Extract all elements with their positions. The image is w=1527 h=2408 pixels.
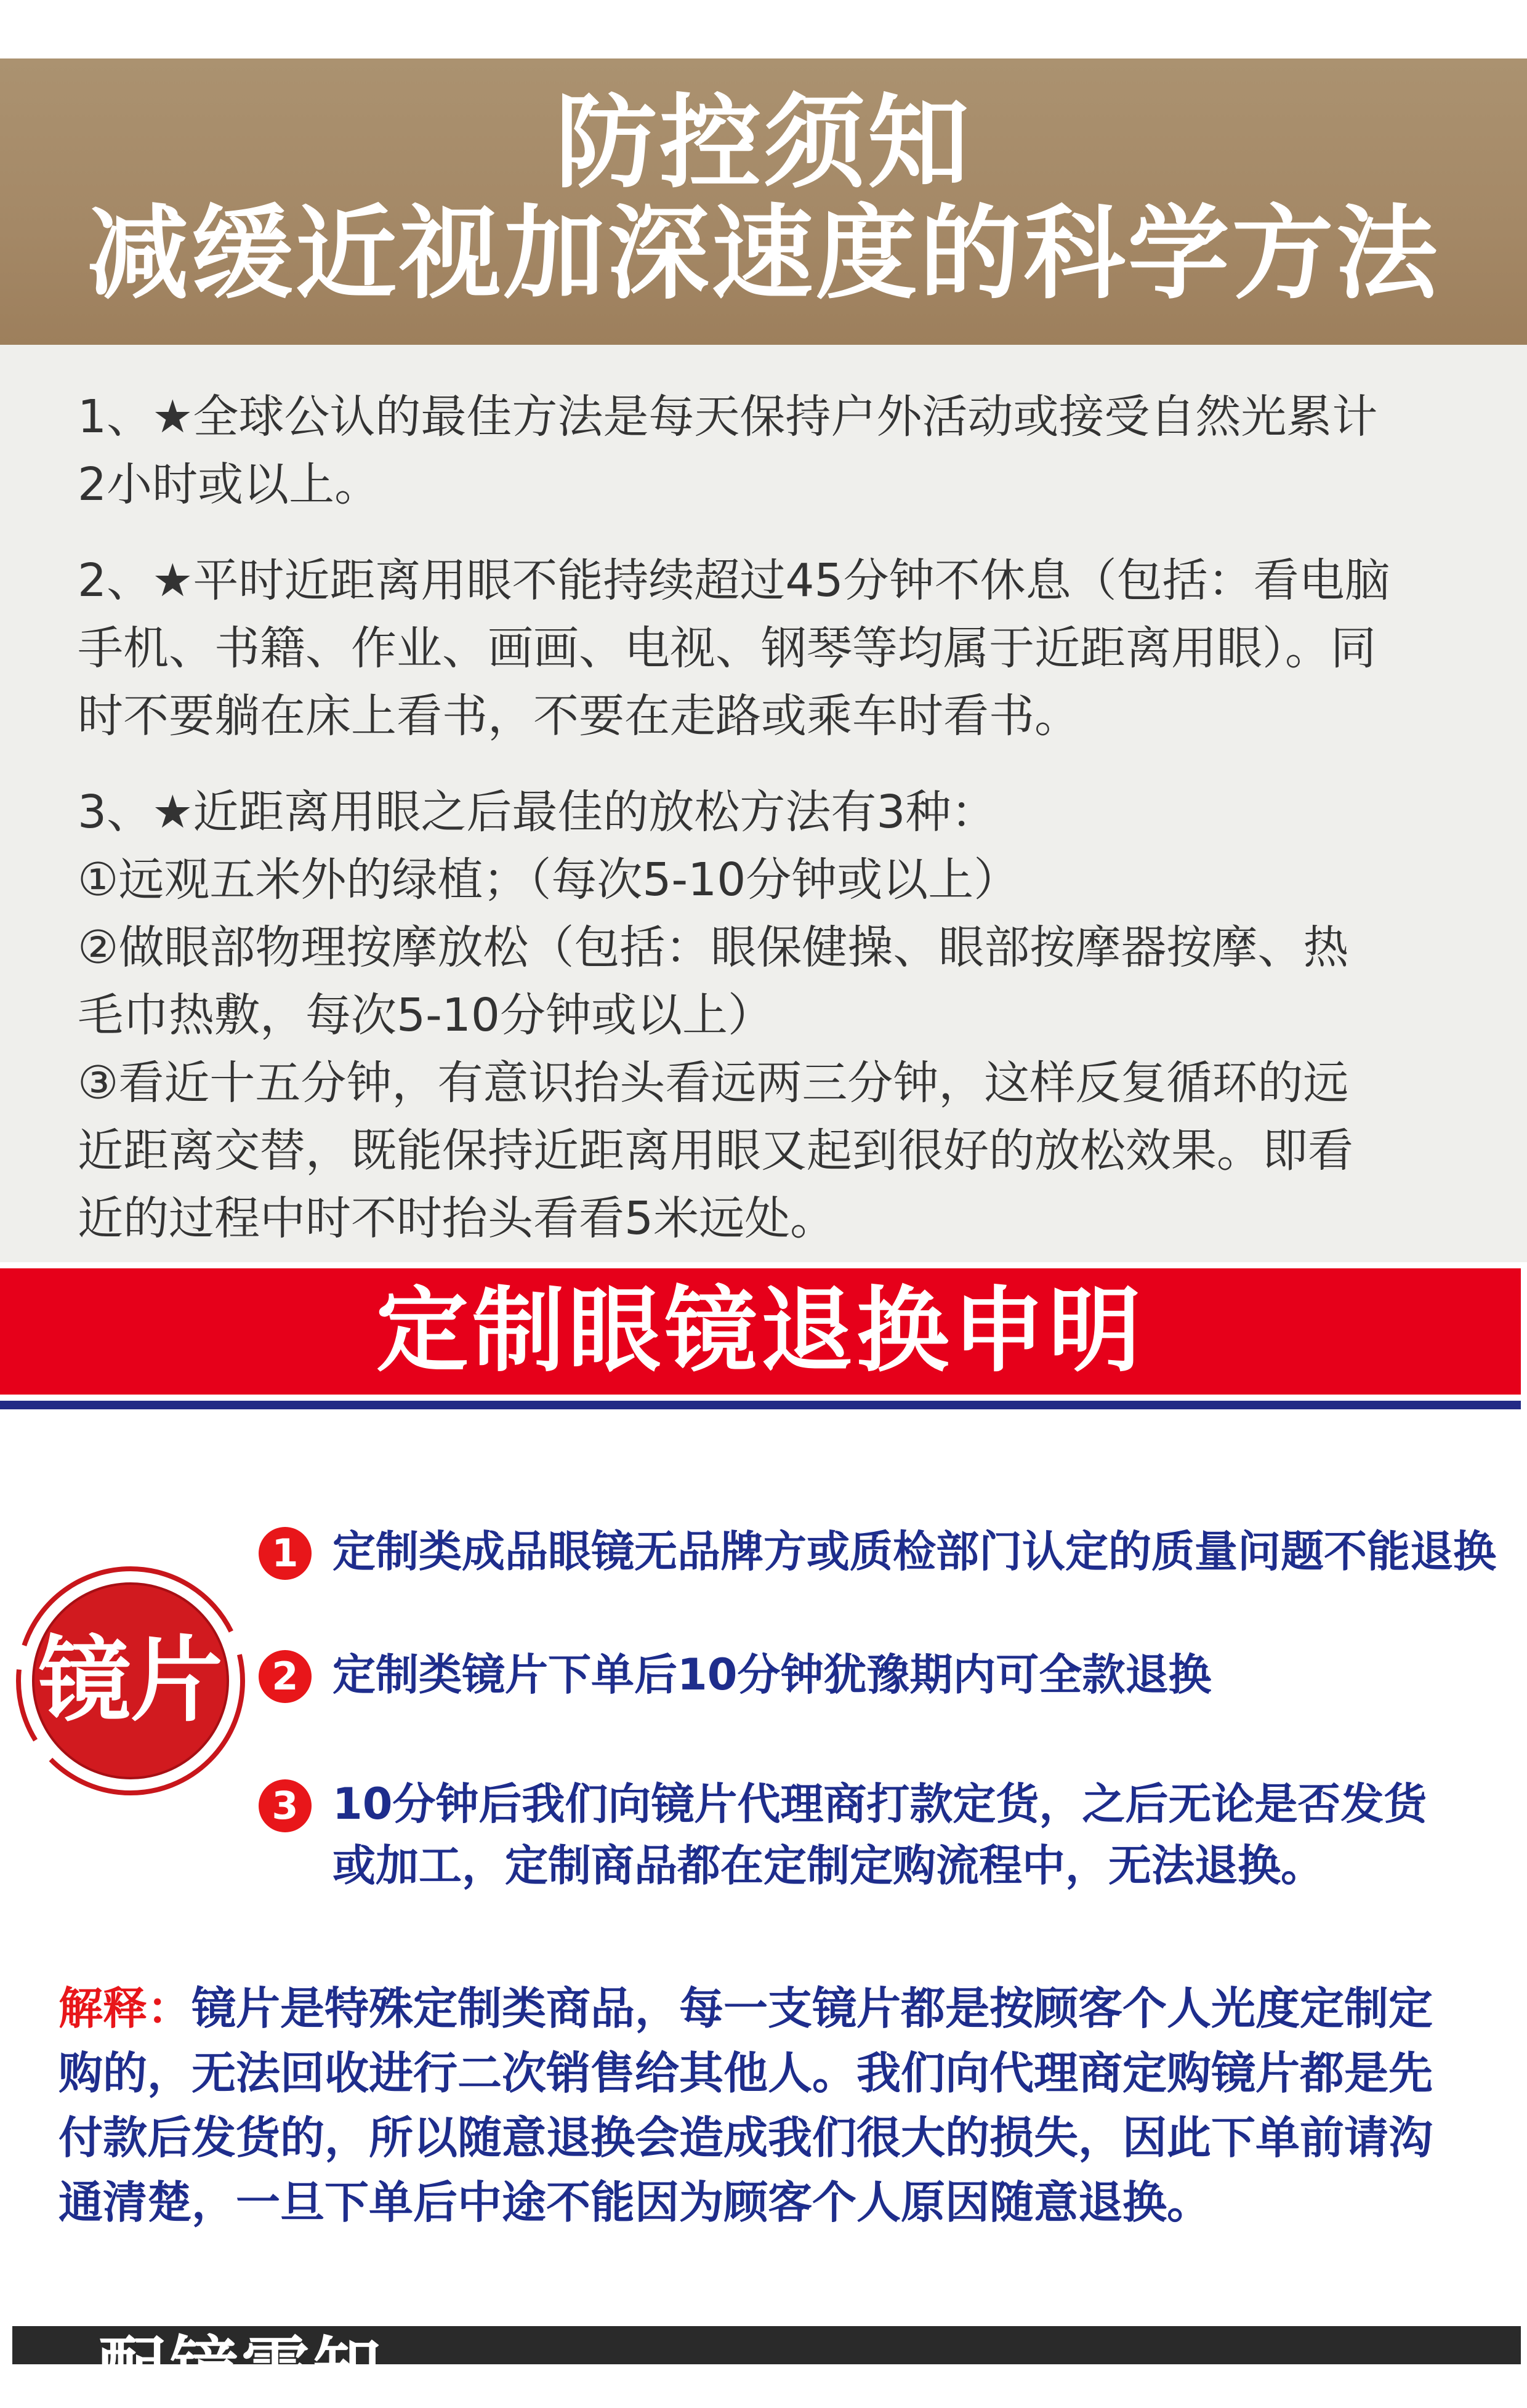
tip-line: 2、★平时近距离用眼不能持续超过45分钟不休息（包括：看电脑 [78, 554, 1390, 607]
explanation-block [58, 1976, 1487, 2235]
badge-label: 镜片 [38, 1627, 223, 1734]
tip-line: 3、★近距离用眼之后最佳的放松方法有3种： [78, 786, 997, 839]
next-section-title: 配镜需知 [99, 2329, 384, 2408]
tip-line: 毛巾热敷，每次5-10分钟或以上） [78, 989, 773, 1042]
tip-item-1 [78, 383, 1469, 518]
explanation-text: 镜片是特殊定制类商品，每一支镜片都是按顾客个人光度定制定 [191, 1983, 1433, 2034]
return-policy-header [0, 1268, 1521, 1395]
prevention-title: 防控须知 [555, 84, 972, 202]
lens-badge [14, 1564, 248, 1798]
tip-line: 近的过程中时不时抬头看看5米远处。 [78, 1192, 836, 1245]
tip-line: ②做眼部物理按摩放松（包括：眼保健操、眼部按摩器按摩、热 [78, 921, 1349, 974]
tip-line: 1、★全球公认的最佳方法是每天保持户外活动或接受自然光累计 [78, 390, 1378, 443]
tip-line: ①远观五米外的绿植；（每次5-10分钟或以上） [78, 853, 1020, 906]
tip-item-3 [78, 778, 1469, 1252]
tip-line: ③看近十五分钟，有意识抬头看远两三分钟，这样反复循环的远 [78, 1057, 1349, 1109]
header-divider [0, 1401, 1521, 1409]
explanation-label: 解释： [58, 1983, 192, 2034]
tip-line: 2小时或以上。 [78, 458, 381, 511]
number-badge-icon: 2 [259, 1650, 312, 1703]
tips-list [78, 383, 1469, 1281]
number-badge-icon: 3 [259, 1779, 312, 1832]
policy-line: 定制类成品眼镜无品牌方或质检部门认定的质量问题不能退换 [332, 1526, 1496, 1577]
policy-text [332, 1521, 1502, 1582]
prevention-subtitle: 减缓近视加深速度的科学方法 [87, 195, 1440, 313]
policy-line: 定制类镜片下单后10分钟犹豫期内可全款退换 [332, 1649, 1212, 1700]
return-policy-title: 定制眼镜退换申明 [376, 1278, 1145, 1385]
tip-item-2 [78, 547, 1469, 750]
prevention-body [0, 345, 1527, 1262]
policy-text [332, 1644, 1502, 1705]
explanation-line: 通清楚，一旦下单后中途不能因为顾客个人原因随意退换。 [58, 2176, 1212, 2228]
policy-line: 或加工，定制商品都在定制定购流程中，无法退换。 [332, 1840, 1324, 1891]
tip-line: 时不要躺在床上看书，不要在走路或乘车时看书。 [78, 690, 1080, 743]
top-margin [0, 0, 1527, 58]
explanation-line: 付款后发货的，所以随意退换会造成我们很大的损失，因此下单前请沟 [58, 2112, 1433, 2164]
explanation-line: 购的，无法回收进行二次销售给其他人。我们向代理商定购镜片都是先 [58, 2047, 1433, 2099]
policy-text [332, 1773, 1502, 1896]
prevention-header [0, 58, 1527, 345]
tip-line: 近距离交替，既能保持近距离用眼又起到很好的放松效果。即看 [78, 1124, 1353, 1177]
explanation-line [58, 1976, 1487, 2041]
tip-line: 手机、书籍、作业、画画、电视、钢琴等均属于近距离用眼）。同 [78, 622, 1376, 675]
number-badge-icon: 1 [259, 1527, 312, 1580]
policy-line: 10分钟后我们向镜片代理商打款定货，之后无论是否发货 [332, 1779, 1427, 1829]
next-section-header [12, 2326, 1521, 2408]
